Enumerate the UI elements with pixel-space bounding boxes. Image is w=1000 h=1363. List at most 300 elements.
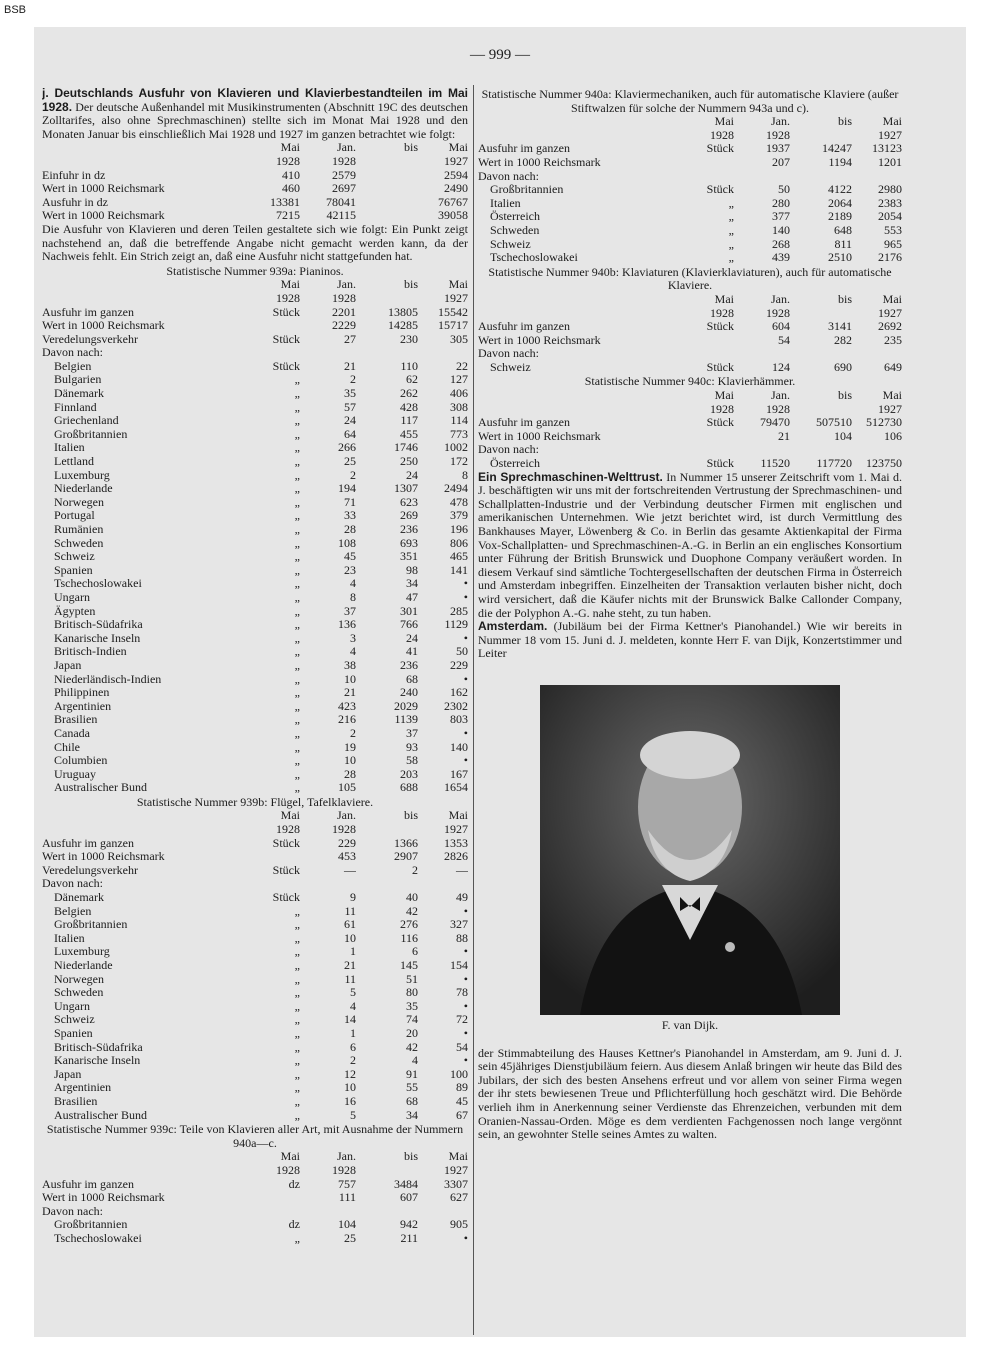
cell: 110	[400, 359, 418, 373]
table-header	[478, 389, 902, 403]
cell: Stück	[706, 142, 734, 156]
cell: „	[294, 577, 300, 591]
cell: Stück	[706, 183, 734, 197]
cell	[356, 823, 418, 837]
table-row	[478, 457, 902, 471]
row-label: Ausfuhr in dz	[42, 195, 108, 209]
cell: 2490	[444, 182, 468, 196]
cell: „	[728, 210, 734, 224]
cell	[790, 307, 852, 321]
cell: 24	[406, 631, 418, 645]
table-row	[42, 523, 468, 537]
cell: „	[294, 726, 300, 740]
cell: 61	[344, 918, 356, 932]
cell	[734, 443, 790, 457]
cell: 507510	[816, 416, 852, 430]
cell: 54	[456, 1040, 468, 1054]
cell: 428	[400, 400, 418, 414]
cell: 1201	[878, 155, 902, 169]
cell: bis	[403, 278, 418, 292]
cell: 478	[450, 495, 468, 509]
cell: „	[294, 754, 300, 768]
cell: 79470	[760, 416, 790, 430]
cell	[356, 877, 418, 891]
cell: „	[294, 686, 300, 700]
cell: 28	[344, 767, 356, 781]
cell: Stück	[272, 305, 300, 319]
cell: „	[294, 455, 300, 469]
table-row	[42, 618, 468, 632]
cell: 62	[406, 373, 418, 387]
table-header	[478, 129, 902, 143]
row-label: Davon nach:	[478, 169, 539, 183]
cell: 1	[350, 1026, 356, 1040]
table-row	[42, 550, 468, 564]
cell: 1927	[444, 291, 468, 305]
cell	[356, 346, 418, 360]
cell	[790, 347, 852, 361]
cell: •	[463, 672, 468, 686]
cell: Jan.	[771, 389, 790, 403]
cell: „	[294, 713, 300, 727]
table-row	[42, 441, 468, 455]
cell: 453	[338, 850, 356, 864]
row-label: Ausfuhr im ganzen	[42, 1177, 134, 1191]
table-row	[42, 169, 468, 183]
table-row	[478, 320, 902, 334]
cell: Mai	[448, 278, 468, 292]
row-label: Dänemark	[54, 891, 104, 905]
cell: 1928	[276, 823, 300, 837]
cell: bis	[837, 292, 852, 306]
row-label: Großbritannien	[54, 427, 128, 441]
row-label: Wert in 1000 Reichsmark	[42, 850, 165, 864]
cell: bis	[837, 115, 852, 129]
cell: Mai	[714, 292, 734, 306]
cell	[418, 877, 468, 891]
cell: 806	[450, 536, 468, 550]
cell: 13123	[872, 142, 902, 156]
cell: 811	[834, 237, 852, 251]
cell: „	[294, 645, 300, 659]
cell: 285	[450, 604, 468, 618]
cell: 262	[400, 387, 418, 401]
cell: 1927	[878, 306, 902, 320]
cell	[790, 443, 852, 457]
table-row	[42, 333, 468, 347]
table-row	[42, 986, 468, 1000]
cell: 1928	[710, 402, 734, 416]
cell: 14	[344, 1013, 356, 1027]
cell: Stück	[272, 332, 300, 346]
cell: 72	[456, 1013, 468, 1027]
cell: „	[294, 536, 300, 550]
cell: 10	[344, 1081, 356, 1095]
table-row	[478, 443, 902, 457]
row-label: Niederlande	[54, 959, 113, 972]
row-label: Argentinien	[54, 699, 112, 713]
right-column	[478, 87, 902, 1142]
table-row	[42, 864, 468, 878]
cell: 965	[884, 237, 902, 251]
cell: 71	[344, 495, 356, 509]
cell: „	[294, 1094, 300, 1108]
cell	[356, 169, 418, 183]
portrait-photo	[540, 685, 840, 1015]
cell: „	[294, 904, 300, 918]
table-row	[42, 1109, 468, 1123]
cell: 2	[412, 863, 418, 877]
table-row	[42, 659, 468, 673]
cell: Stück	[706, 360, 734, 374]
cell: 423	[338, 699, 356, 713]
cell	[356, 292, 418, 306]
table-row	[478, 334, 902, 348]
cell: 250	[400, 455, 418, 469]
row-label: Portugal	[54, 509, 95, 523]
cell: •	[463, 631, 468, 645]
row-label: Norwegen	[54, 972, 104, 986]
table-row	[42, 496, 468, 510]
cell: Stück	[272, 891, 300, 905]
cell: 553	[884, 223, 902, 237]
cell: 282	[834, 333, 852, 347]
table-row	[42, 577, 468, 591]
cell: 50	[778, 183, 790, 197]
paragraph: Die Ausfuhr von Klavieren und deren Teilen gestaltete sich wie folgt: Ein Punkt zeigt nachstehend an, daß die betreffende Angabe nicht gemacht werden kann, da der Nachweis fehlt. Ein Strich zeigt an, daß eine Ausfuhr nicht stattgefunden hat.	[42, 221, 468, 264]
cell: 4	[350, 999, 356, 1013]
row-label: Österreich	[490, 457, 540, 471]
table-row	[478, 416, 902, 430]
paragraph: Amsterdam. (Jubiläum bei der Firma Kettner's Pianohandel.) Wie wir bereits in Nummer 18 vom 15. Juni d. J. meldeten, konnte Herr F. van Dijk, Konzertstimmer und Leiter	[478, 619, 902, 661]
cell: „	[294, 414, 300, 428]
cell: Stück	[272, 359, 300, 373]
cell: 40	[406, 891, 418, 905]
cell: 41	[406, 645, 418, 659]
cell: 16	[344, 1094, 356, 1108]
cell	[690, 334, 734, 348]
row-label: Großbritannien	[490, 183, 564, 197]
table-row	[42, 1000, 468, 1014]
cell: „	[294, 604, 300, 618]
photo-caption: F. van Dijk.	[661, 1017, 719, 1032]
cell: 136	[338, 618, 356, 632]
table-row	[42, 877, 468, 891]
row-label: Tschechoslowakei	[490, 251, 578, 265]
table-row	[42, 1095, 468, 1109]
cell: 12	[344, 1067, 356, 1081]
table-row	[42, 686, 468, 700]
cell: 460	[282, 182, 300, 196]
cell: 55	[406, 1081, 418, 1095]
cell: 203	[400, 767, 418, 781]
cell: 74	[406, 1013, 418, 1027]
cell: •	[463, 904, 468, 918]
row-label: Wert in 1000 Reichsmark	[42, 182, 165, 196]
cell: „	[294, 441, 300, 455]
cell: 410	[282, 168, 300, 182]
cell	[852, 170, 902, 184]
cell: 22	[456, 359, 468, 373]
cell: 11520	[760, 457, 790, 471]
row-label: Britisch-Südafrika	[54, 618, 143, 632]
cell: 2826	[444, 850, 468, 864]
row-label: Schweden	[54, 536, 104, 550]
cell: 8	[350, 590, 356, 604]
cell: „	[294, 931, 300, 945]
table-row	[42, 455, 468, 469]
cell: „	[294, 468, 300, 482]
cell: 93	[406, 740, 418, 754]
table-row	[478, 430, 902, 444]
cell: Mai	[280, 1150, 300, 1164]
cell: 1746	[394, 441, 418, 455]
cell: 8	[462, 468, 468, 482]
cell	[356, 1164, 418, 1178]
cell: 648	[834, 223, 852, 237]
cell: „	[294, 590, 300, 604]
cell: 68	[406, 672, 418, 686]
table-title: Statistische Nummer 939b: Flügel, Tafelklaviere.	[136, 794, 374, 809]
cell	[790, 403, 852, 417]
cell: •	[463, 1231, 468, 1245]
cell	[356, 1205, 418, 1219]
cell: •	[463, 1054, 468, 1068]
table-row	[42, 1178, 468, 1192]
cell: 145	[400, 959, 418, 972]
cell: 39058	[438, 209, 468, 223]
cell: 78	[456, 986, 468, 1000]
cell: 465	[450, 550, 468, 564]
table-row	[478, 347, 902, 361]
table-row	[42, 741, 468, 755]
table-header	[42, 823, 468, 837]
cell: 230	[400, 332, 418, 346]
cell: —	[456, 863, 468, 877]
cell: 1002	[444, 441, 468, 455]
row-label: Schweden	[54, 986, 104, 1000]
cell: bis	[403, 809, 418, 823]
cell: 50	[456, 645, 468, 659]
cell: 905	[450, 1218, 468, 1232]
cell: 49	[456, 891, 468, 905]
table-row	[42, 1068, 468, 1082]
cell: 38	[344, 658, 356, 672]
cell: •	[463, 972, 468, 986]
cell: 1927	[878, 402, 902, 416]
table-row	[42, 959, 468, 973]
cell: 2697	[332, 182, 356, 196]
cell: 604	[772, 320, 790, 334]
cell: Mai	[280, 141, 300, 155]
cell	[852, 443, 902, 457]
cell: 3141	[828, 320, 852, 334]
row-label: Rumänien	[54, 523, 104, 536]
table-row	[42, 306, 468, 320]
cell: 11	[344, 904, 356, 918]
row-label: Brasilien	[54, 1094, 98, 1108]
table-row	[478, 197, 902, 211]
cell: 10	[344, 931, 356, 945]
cell	[356, 182, 418, 196]
cell: 1928	[276, 291, 300, 305]
cell: „	[294, 986, 300, 1000]
cell: „	[294, 658, 300, 672]
cell: 305	[450, 332, 468, 346]
row-label: Ausfuhr im ganzen	[478, 142, 570, 156]
cell: 127	[450, 373, 468, 387]
cell	[852, 347, 902, 361]
cell	[256, 319, 300, 333]
cell: 773	[450, 427, 468, 441]
cell: 141	[450, 563, 468, 577]
cell: 91	[406, 1067, 418, 1081]
cell	[690, 156, 734, 170]
cell: 757	[338, 1177, 356, 1191]
cell: „	[728, 196, 734, 210]
row-label: Kanarische Inseln	[54, 631, 141, 645]
table-row	[42, 346, 468, 360]
table-row	[42, 632, 468, 646]
cell	[690, 430, 734, 444]
cell: 1928	[710, 128, 734, 142]
cell: „	[294, 672, 300, 686]
row-label: Davon nach:	[42, 877, 103, 891]
row-label: Belgien	[54, 904, 92, 918]
cell: 379	[450, 509, 468, 523]
cell: dz	[288, 1218, 300, 1232]
cell: 280	[772, 196, 790, 210]
cell: 5	[350, 986, 356, 1000]
table-row	[42, 1054, 468, 1068]
cell	[790, 129, 852, 143]
cell: 57	[344, 400, 356, 414]
table-row	[42, 537, 468, 551]
table-row	[42, 837, 468, 851]
table-row	[478, 251, 902, 265]
table-row	[478, 156, 902, 170]
table-header	[478, 115, 902, 129]
row-label: Japan	[54, 1067, 82, 1081]
table-row	[42, 387, 468, 401]
row-label: Niederlande	[54, 482, 113, 496]
cell: 23	[344, 563, 356, 577]
cell: •	[463, 577, 468, 591]
cell: Jan.	[337, 809, 356, 823]
row-label: Britisch-Südafrika	[54, 1040, 143, 1054]
cell	[418, 1205, 468, 1219]
row-label: Britisch-Indien	[54, 645, 127, 659]
cell: 3	[350, 631, 356, 645]
table-row	[42, 973, 468, 987]
table-row	[42, 1191, 468, 1205]
table-row	[42, 727, 468, 741]
cell: „	[294, 400, 300, 414]
cell: 47	[406, 590, 418, 604]
row-label: Wert in 1000 Reichsmark	[42, 209, 165, 223]
cell: 111	[338, 1191, 356, 1205]
cell: 1366	[394, 836, 418, 850]
cell: 45	[456, 1094, 468, 1108]
row-label: Davon nach:	[42, 346, 103, 360]
cell: 1928	[276, 154, 300, 168]
table-row	[42, 360, 468, 374]
table-row	[42, 209, 468, 223]
cell: 2	[350, 373, 356, 387]
row-label: Ausfuhr im ganzen	[478, 320, 570, 334]
row-label: Schweiz	[54, 1013, 95, 1027]
cell: 108	[338, 536, 356, 550]
cell: „	[294, 699, 300, 713]
cell: 236	[400, 523, 418, 536]
row-label: Belgien	[54, 359, 92, 373]
cell: Mai	[448, 141, 468, 155]
row-label: Wert in 1000 Reichsmark	[478, 155, 601, 169]
page-number: — 999 —	[470, 47, 530, 63]
row-label: Österreich	[490, 210, 540, 224]
table-header	[42, 1150, 468, 1164]
cell: 607	[400, 1191, 418, 1205]
cell: 21	[344, 959, 356, 972]
cell: 42	[406, 1040, 418, 1054]
table-title: Statistische Nummer 940a: Klaviermechaniken, auch für automatische Klaviere (außer Stiftwalzen für solche der Nummern 943a und c).	[481, 87, 899, 115]
cell: 1927	[444, 823, 468, 837]
cell: Stück	[272, 836, 300, 850]
cell	[256, 1205, 300, 1219]
cell: 105	[338, 781, 356, 795]
cell: 154	[450, 959, 468, 972]
paragraph: j. Deutschlands Ausfuhr von Klavieren und Klavierbestandteilen im Mai 1928. Der deutsche Außenhandel mit Musikinstrumenten (Abschnitt 19C des deutschen Zolltarifes, also ohne Sprechmaschinen) stellte sich im Monat Mai 1928 und den Monaten Januar bis einschließlich Mai 1928 und 1927 im ganzen betrachtet wie folgt:	[42, 87, 468, 141]
cell: 327	[450, 918, 468, 932]
cell: 21	[344, 359, 356, 373]
cell: „	[294, 767, 300, 781]
cell: 167	[450, 767, 468, 781]
cell: „	[294, 523, 300, 536]
cell: 24	[406, 468, 418, 482]
row-label: Ausfuhr im ganzen	[42, 836, 134, 850]
table-row	[42, 1081, 468, 1095]
cell: „	[294, 999, 300, 1013]
cell: 106	[884, 429, 902, 443]
table-row	[42, 482, 468, 496]
table-header	[42, 155, 468, 169]
row-label: Canada	[54, 726, 90, 740]
row-label: Davon nach:	[42, 1204, 103, 1218]
cell: Mai	[882, 115, 902, 129]
cell: Jan.	[337, 278, 356, 292]
cell	[256, 1191, 300, 1205]
row-label: Veredelungsverkehr	[42, 863, 138, 877]
row-label: Italien	[54, 441, 85, 455]
cell: 2302	[444, 699, 468, 713]
cell: 33	[344, 509, 356, 523]
table-row	[42, 509, 468, 523]
row-label: Spanien	[54, 563, 93, 577]
table-row	[42, 850, 468, 864]
table-row	[478, 142, 902, 156]
cell: „	[294, 495, 300, 509]
table-header	[478, 293, 902, 307]
table-row	[42, 1205, 468, 1219]
row-label: Chile	[54, 740, 80, 754]
row-label: Schweden	[490, 223, 540, 237]
cell: •	[463, 1026, 468, 1040]
cell: 1928	[766, 128, 790, 142]
cell: 5	[350, 1108, 356, 1122]
table-row	[42, 1013, 468, 1027]
cell	[418, 346, 468, 360]
cell: 3484	[394, 1177, 418, 1191]
